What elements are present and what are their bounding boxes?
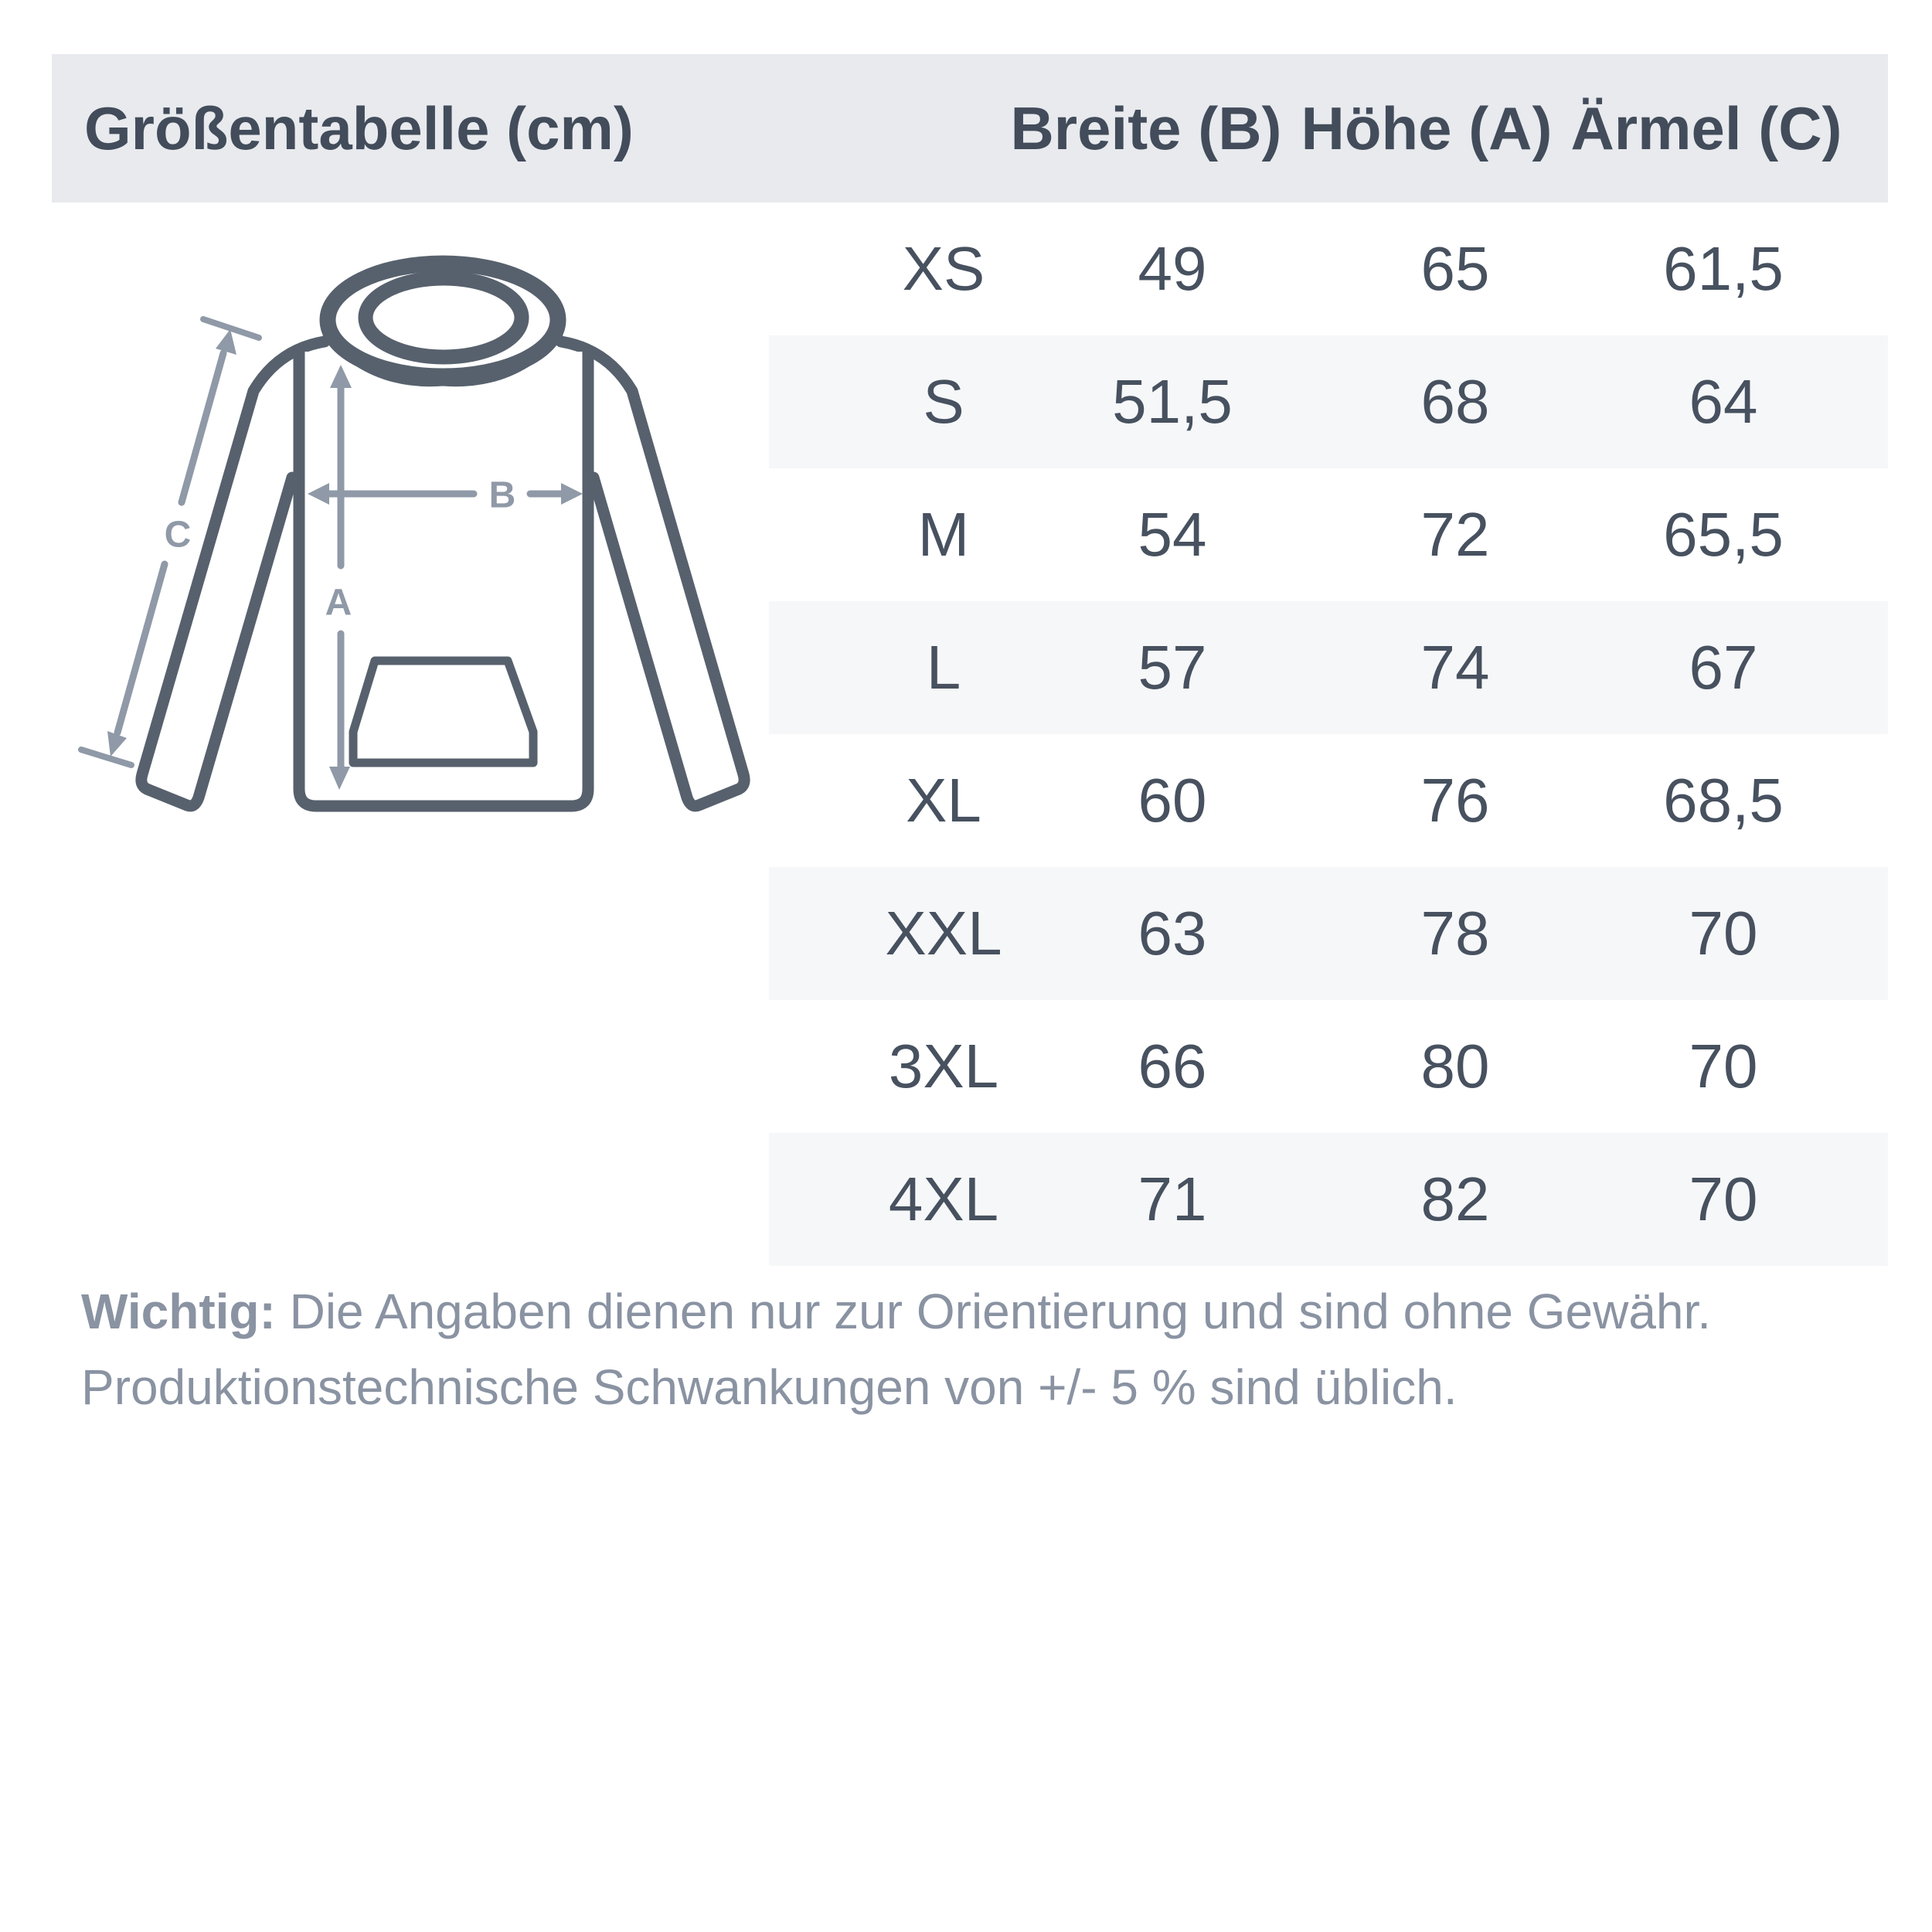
breite-cell: 57 (1138, 633, 1207, 702)
kangaroo-pocket (353, 661, 533, 763)
aermel-cell: 70 (1689, 1165, 1758, 1233)
hoodie-measurement-diagram (46, 216, 819, 912)
hoehe-cell: 82 (1420, 1165, 1490, 1233)
size-cell: XS (902, 234, 985, 303)
table-row (769, 202, 1888, 335)
aermel-cell: 70 (1689, 1032, 1758, 1100)
aermel-cell: 70 (1689, 899, 1758, 968)
column-header-breite: Breite (B) (1010, 94, 1282, 162)
aermel-cell: 65,5 (1663, 500, 1784, 569)
aermel-cell: 64 (1689, 367, 1758, 436)
hoehe-cell: 72 (1420, 500, 1490, 569)
arrow-c-bottom-tick (81, 750, 131, 765)
table-row (769, 1133, 1888, 1266)
hoehe-cell: 78 (1420, 899, 1490, 968)
column-header-aermel: Ärmel (C) (1570, 94, 1842, 162)
disclaimer-note (81, 1274, 1889, 1425)
arrow-c-top-head (216, 329, 236, 355)
hoehe-cell: 80 (1420, 1032, 1490, 1100)
hoehe-cell: 76 (1420, 766, 1490, 835)
aermel-cell: 61,5 (1663, 234, 1784, 303)
arrow-c-bottom-head (107, 731, 127, 757)
table-row (769, 1000, 1888, 1133)
disclaimer-bold-prefix: Wichtig: (81, 1284, 276, 1339)
breite-cell: 51,5 (1112, 367, 1233, 436)
size-cell: S (923, 367, 964, 436)
column-header-hoehe: Höhe (A) (1301, 94, 1553, 162)
aermel-cell: 68,5 (1663, 766, 1784, 835)
size-cell: XXL (885, 899, 1002, 968)
table-row (769, 867, 1888, 1000)
arrow-c-shaft (182, 353, 223, 502)
size-cell: 4XL (888, 1165, 999, 1233)
size-table (769, 202, 1888, 1266)
label-b: B (488, 474, 516, 516)
label-c: C (164, 514, 192, 556)
size-cell: 3XL (888, 1032, 999, 1100)
page-title: Größentabelle (cm) (84, 94, 634, 162)
breite-cell: 60 (1138, 766, 1207, 835)
disclaimer-line2: Produktionstechnische Schwankungen von +/- 5 % sind üblich. (81, 1359, 1458, 1415)
table-row (769, 335, 1888, 468)
table-row (769, 468, 1888, 601)
aermel-cell: 67 (1689, 633, 1758, 702)
table-row (769, 601, 1888, 734)
size-chart-header (52, 54, 1888, 202)
breite-cell: 66 (1138, 1032, 1207, 1100)
hoehe-cell: 65 (1420, 234, 1490, 303)
size-cell: M (917, 500, 970, 569)
breite-cell: 49 (1138, 234, 1207, 303)
table-row (769, 734, 1888, 867)
label-a: A (325, 582, 352, 624)
hoehe-cell: 74 (1420, 633, 1490, 702)
hood-inner-ring (366, 278, 522, 357)
breite-cell: 54 (1138, 500, 1207, 569)
size-cell: L (926, 633, 961, 702)
hoehe-cell: 68 (1420, 367, 1490, 436)
disclaimer-line1: Die Angaben dienen nur zur Orientierung und sind ohne Gewähr. (275, 1284, 1712, 1339)
size-cell: XL (906, 766, 981, 835)
breite-cell: 71 (1138, 1165, 1207, 1233)
breite-cell: 63 (1138, 899, 1207, 968)
